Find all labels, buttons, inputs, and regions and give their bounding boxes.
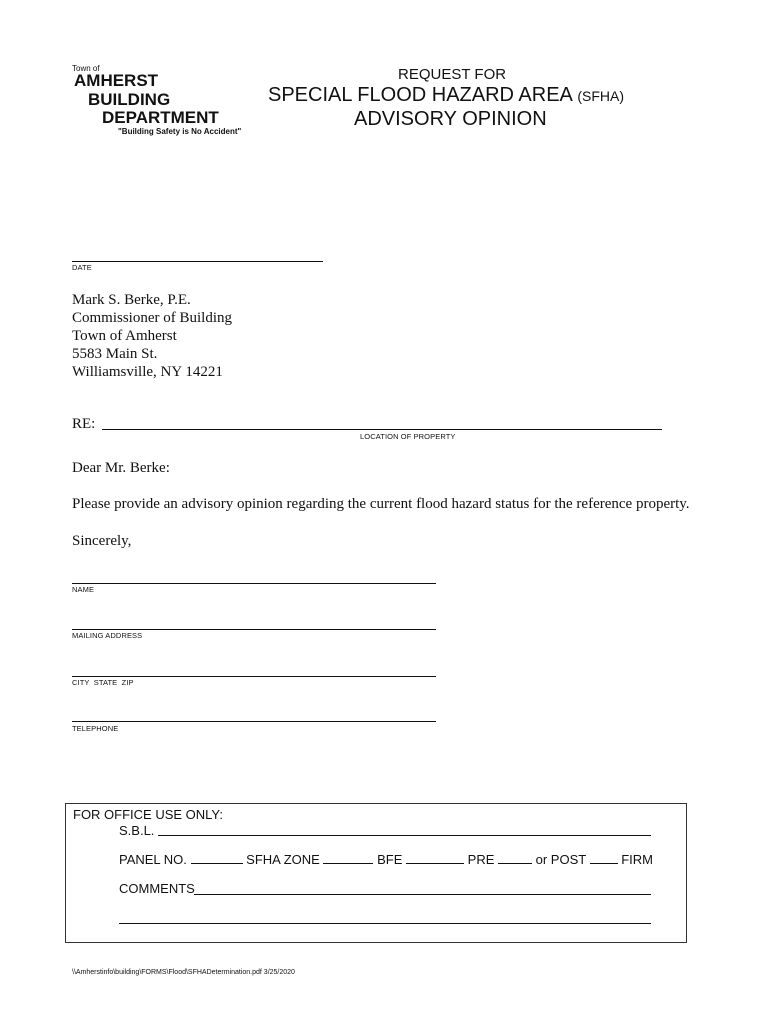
panel-row bbox=[119, 851, 653, 867]
logo-tagline: "Building Safety is No Accident" bbox=[118, 127, 242, 136]
panel-no-blank[interactable] bbox=[191, 851, 243, 864]
telephone-line[interactable] bbox=[72, 721, 436, 722]
re-label: RE: bbox=[72, 416, 96, 432]
recipient-address bbox=[72, 291, 232, 381]
city-state-zip-label: CITY STATE ZIP bbox=[72, 678, 134, 687]
logo-amherst: AMHERST bbox=[74, 71, 159, 90]
mailing-address-line[interactable] bbox=[72, 629, 436, 630]
firm-label: FIRM bbox=[621, 852, 654, 867]
footer-path: \\Amherstinfo\building\FORMS\Flood\SFHADetermination.pdf 3/25/2020 bbox=[72, 969, 295, 976]
logo-department: DEPARTMENT bbox=[102, 108, 219, 127]
telephone-label: TELEPHONE bbox=[72, 724, 119, 733]
post-blank[interactable] bbox=[590, 851, 618, 864]
recipient-title: Commissioner of Building bbox=[72, 310, 233, 326]
recipient-org: Town of Amherst bbox=[72, 328, 177, 344]
panel-no-label: PANEL NO. bbox=[119, 852, 187, 867]
comments-label: COMMENTS bbox=[119, 881, 195, 896]
title-abbr: (SFHA) bbox=[577, 88, 625, 104]
comments-line-2[interactable] bbox=[119, 923, 651, 924]
recipient-name: Mark S. Berke, P.E. bbox=[72, 292, 191, 308]
letter-closing: Sincerely, bbox=[72, 533, 132, 549]
comments-line-1[interactable] bbox=[194, 894, 651, 895]
sbl-label: S.B.L. bbox=[119, 823, 155, 838]
letter-salutation: Dear Mr. Berke: bbox=[72, 460, 170, 476]
letter-body: Please provide an advisory opinion regarding the current flood hazard status for the reference property. bbox=[72, 496, 690, 512]
sfha-zone-label: SFHA ZONE bbox=[246, 852, 320, 867]
sbl-line[interactable] bbox=[158, 835, 651, 836]
office-use-box bbox=[65, 803, 687, 943]
pre-label: PRE bbox=[467, 852, 495, 867]
date-label: DATE bbox=[72, 263, 92, 272]
title-main bbox=[268, 84, 624, 107]
recipient-street: 5583 Main St. bbox=[72, 346, 158, 362]
date-line[interactable] bbox=[72, 261, 323, 262]
sfha-zone-blank[interactable] bbox=[323, 851, 373, 864]
title-sub: ADVISORY OPINION bbox=[354, 108, 547, 130]
logo-town-of: Town of bbox=[72, 64, 100, 73]
name-line[interactable] bbox=[72, 583, 436, 584]
city-state-zip-line[interactable] bbox=[72, 676, 436, 677]
re-location-line[interactable] bbox=[102, 429, 662, 430]
re-caption: LOCATION OF PROPERTY bbox=[360, 432, 456, 441]
office-header: FOR OFFICE USE ONLY: bbox=[73, 807, 224, 822]
pre-blank[interactable] bbox=[498, 851, 532, 864]
bfe-label: BFE bbox=[377, 852, 403, 867]
name-label: NAME bbox=[72, 585, 95, 594]
title-main-text: SPECIAL FLOOD HAZARD AREA bbox=[268, 84, 573, 106]
logo-building: BUILDING bbox=[88, 90, 171, 109]
bfe-blank[interactable] bbox=[406, 851, 464, 864]
or-post-label: or POST bbox=[535, 852, 586, 867]
mailing-address-label: MAILING ADDRESS bbox=[72, 631, 143, 640]
logo bbox=[72, 64, 252, 144]
title-request-for: REQUEST FOR bbox=[398, 66, 507, 83]
recipient-city: Williamsville, NY 14221 bbox=[72, 364, 223, 380]
